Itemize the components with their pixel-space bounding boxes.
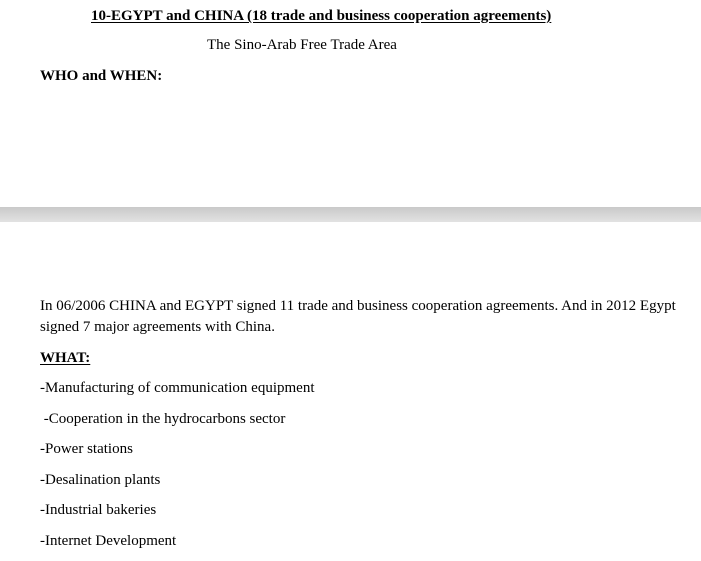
intro-paragraph: In 06/2006 CHINA and EGYPT signed 11 trade and business cooperation agreements. And in 2012 Egypt signed 7 major agreements with China. [40,298,676,335]
list-item: -Desalination plants [40,472,161,488]
page-separator [0,207,701,222]
who-when-heading: WHO and WHEN: [40,68,163,84]
document-page-2 [0,222,701,561]
list-item: -Internet Development [40,533,177,549]
document-page-1 [0,0,701,207]
list-item: -Manufacturing of communication equipment [40,380,315,396]
document-title: 10-EGYPT and CHINA (18 trade and business cooperation agreements) [91,8,552,24]
what-heading: WHAT: [40,350,91,366]
document-subtitle: The Sino-Arab Free Trade Area [207,37,397,53]
list-item: -Power stations [40,441,133,457]
list-item: -Industrial bakeries [40,502,157,518]
list-item: -Cooperation in the hydrocarbons sector [40,411,286,427]
